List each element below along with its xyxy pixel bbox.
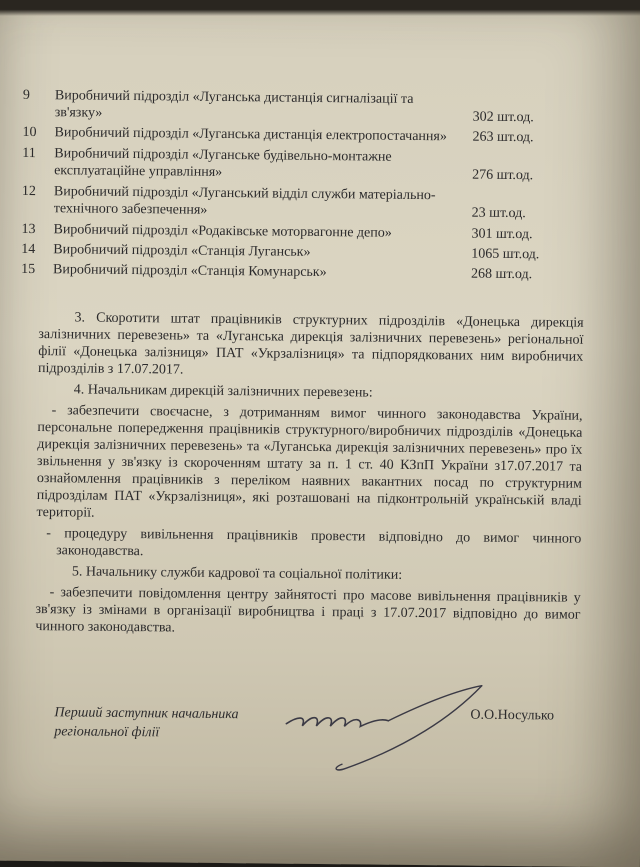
signatory-title-line-1: Перший заступник начальника [54, 705, 239, 723]
row-number: 9 [22, 87, 31, 103]
row-unit-name: Виробничий підрозділ «Луганська дистанція сигналізації та зв'язку» [54, 88, 414, 121]
row-unit-name: Виробничий підрозділ «Луганський відділ служби матеріально-технічного забезпечення» [53, 184, 436, 218]
units-table [21, 87, 583, 284]
signatory-name: О.О.Носулько [470, 707, 555, 724]
row-number: 13 [21, 221, 36, 238]
paragraph-5-bullet-1: - забезпечити повідомлення центру зайнятості про масове вивільнення працівників у зв'язку із змінами в організації виробництва і праці з 17.07.2017 відповідно до вимог чинного законодавства. [35, 585, 581, 636]
row-unit-name: Виробничий підрозділ «Станція Комунарськ» [53, 262, 327, 281]
row-number: 12 [21, 183, 36, 200]
paragraph-5: 5. Начальнику служби кадрової та соціальної політики: [71, 564, 403, 583]
row-unit-name: Виробничий підрозділ «Луганська дистанція електропостачання» [54, 125, 447, 145]
table-row [23, 87, 583, 127]
paragraph-4-bullet-1: - забезпечити своєчасне, з дотриманням вимог чинного законодавства України, персональне попередження працівників структурного/виробничих підрозділів «Донецька дирекція залізничних перевезень» та «Луганська дирекція залізничних перевезень» про їх звільнення у зв'язку із скороченням штату за п. 1 ст. 40 КЗпП України з17.07.2017 та ознайомлення працівників з переліком наявних вакантних посад по структурним підрозділам ПАТ «Укрзалізниця», які розташовані на підконтрольній українській владі території. [36, 403, 583, 521]
row-quantity: 263 шт.од. [472, 129, 534, 146]
table-row [21, 221, 581, 244]
row-number: 10 [22, 124, 37, 141]
row-quantity: 1065 шт.од. [471, 246, 540, 263]
table-row [21, 241, 581, 264]
row-quantity: 23 шт.од. [471, 205, 526, 222]
row-quantity: 301 шт.од. [471, 226, 533, 243]
table-row [21, 261, 581, 284]
row-quantity: 302 шт.од. [472, 109, 534, 126]
paragraph-4: 4. Начальникам дирекцій залізничних перевезень: [73, 382, 373, 401]
row-unit-name: Виробничий підрозділ «Станція Луганськ» [53, 242, 311, 260]
handwritten-signature [276, 676, 487, 778]
paragraph-4-bullet-2: - процедуру вивільнення працівників провести відповідно до вимог чинного законодавства. [46, 526, 582, 560]
row-number: 14 [21, 241, 36, 258]
row-unit-name: Виробничий підрозділ «Луганське будівельно-монтажне експлуатаційне управління» [54, 146, 392, 180]
signatory-title-line-2: регіональної філії [54, 724, 160, 741]
table-row [22, 183, 582, 223]
order-body [35, 309, 583, 645]
photo-top-shadow [0, 0, 640, 16]
row-quantity: 268 шт.од. [470, 266, 533, 283]
table-row [22, 124, 582, 147]
table-row [22, 145, 582, 185]
row-number: 11 [22, 145, 36, 162]
row-number: 15 [21, 261, 36, 278]
row-unit-name: Виробничий підрозділ «Родаківське моторвагонне депо» [53, 222, 392, 241]
row-quantity: 276 шт.од. [472, 167, 534, 184]
paragraph-3: 3. Скоротити штат працівників структурних підрозділів «Донецька дирекція залізничних перевезень» та «Луганська дирекція залізничних перевезень» регіональної філії «Донецька залізниця» ПАТ «Укрзалізниця» та підпорядкованих ним виробничих підрозділів з 17.07.2017. [37, 310, 584, 378]
signatory-title [54, 703, 238, 743]
